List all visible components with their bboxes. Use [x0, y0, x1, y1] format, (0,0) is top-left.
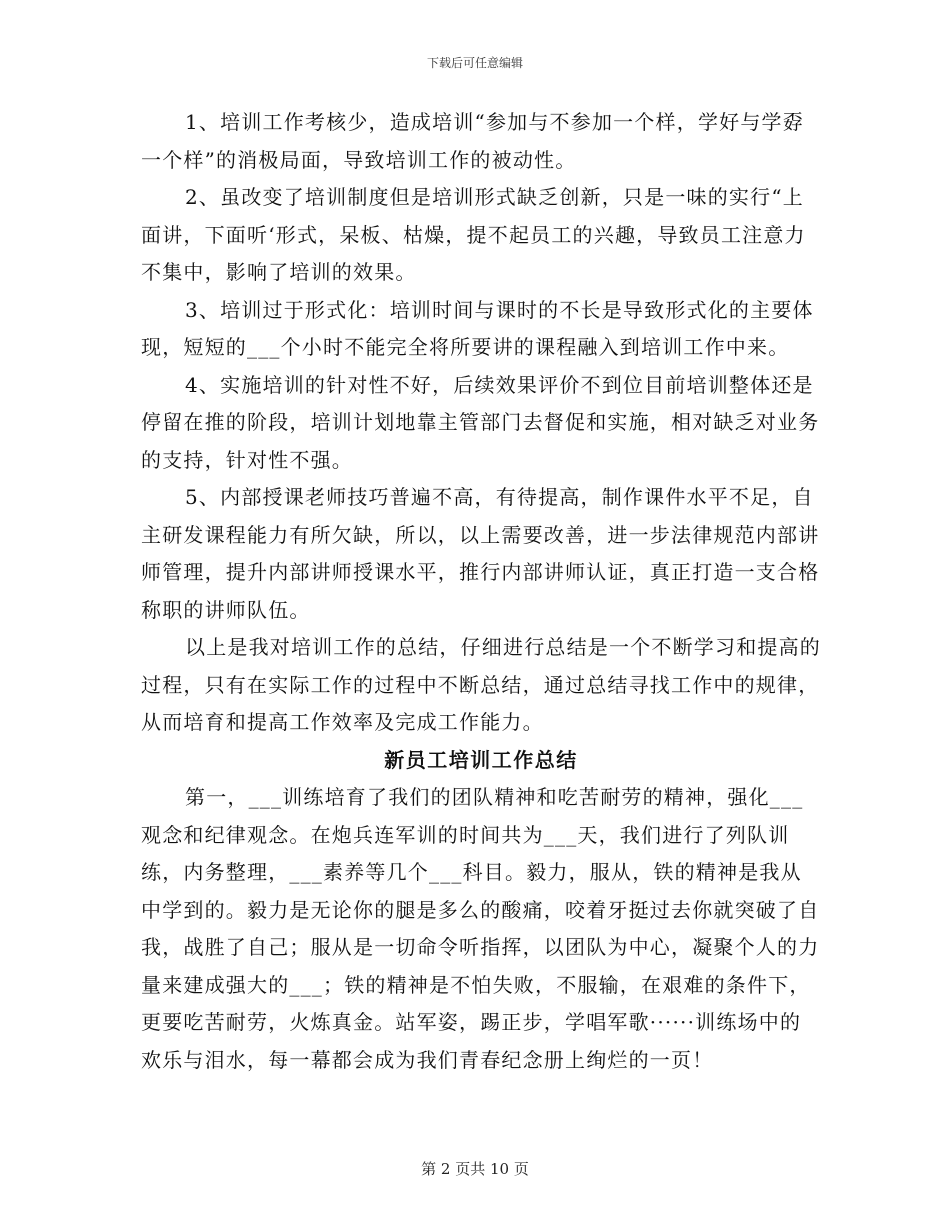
section-paragraph-1: 第一，___训练培育了我们的团队精神和吃苦耐劳的精神，强化___观念和纪律观念。在炮兵连军训的时间共为___天，我们进行了列队训练，内务整理，___素养等几个___科目。毅力，服从，铁的精神是我从中学到的。毅力是无论你的腿是多么的酸痛，咬着牙挺过去你就突破了自我，战胜了自己；服从是一切命令听指挥，以团队为中心，凝聚个人的力量来建成强大的___；铁的精神是不怕失败，不服输，在艰难的条件下，更要吃苦耐劳，火炼真金。站军姿，踢正步，学唱军歌······训练场中的欢乐与泪水，每一幕都会成为我们青春纪念册上绚烂的一页！	[141, 785, 820, 1072]
document-body	[141, 104, 821, 1079]
section-title: 新员工培训工作总结	[384, 747, 578, 772]
paragraph-3: 3、培训过于形式化：培训时间与课时的不长是导致形式化的主要体现，短短的___个小时不能完全将所要讲的课程融入到培训工作中来。	[141, 297, 814, 359]
paragraph-1: 1、培训工作考核少，造成培训“参加与不参加一个样，学好与学孬一个样”的消极局面，导致培训工作的被动性。	[141, 110, 804, 172]
page-footer: 第 2 页共 10 页	[421, 1160, 529, 1178]
summary-paragraph: 以上是我对培训工作的总结，仔细进行总结是一个不断学习和提高的过程，只有在实际工作的过程中不断总结，通过总结寻找工作中的规律，从而培育和提高工作效率及完成工作能力。	[141, 635, 821, 734]
page-header: 下载后可任意编辑	[426, 56, 523, 70]
paragraph-5: 5、内部授课老师技巧普遍不高，有待提高，制作课件水平不足，自主研发课程能力有所欠缺，所以，以上需要改善，进一步法律规范内部讲师管理，提升内部讲师授课水平，推行内部讲师认证，真正打造一支合格称职的讲师队伍。	[141, 485, 820, 622]
paragraph-4: 4、实施培训的针对性不好，后续效果评价不到位目前培训整体还是停留在推的阶段，培训计划地靠主管部门去督促和实施，相对缺乏对业务的支持，针对性不强。	[141, 372, 820, 472]
paragraph-2: 2、虽改变了培训制度但是培训形式缺乏创新，只是一味的实行“上面讲，下面听‘形式，呆板、枯燥，提不起员工的兴趣，导致员工注意力不集中，影响了培训的效果。	[141, 185, 806, 284]
